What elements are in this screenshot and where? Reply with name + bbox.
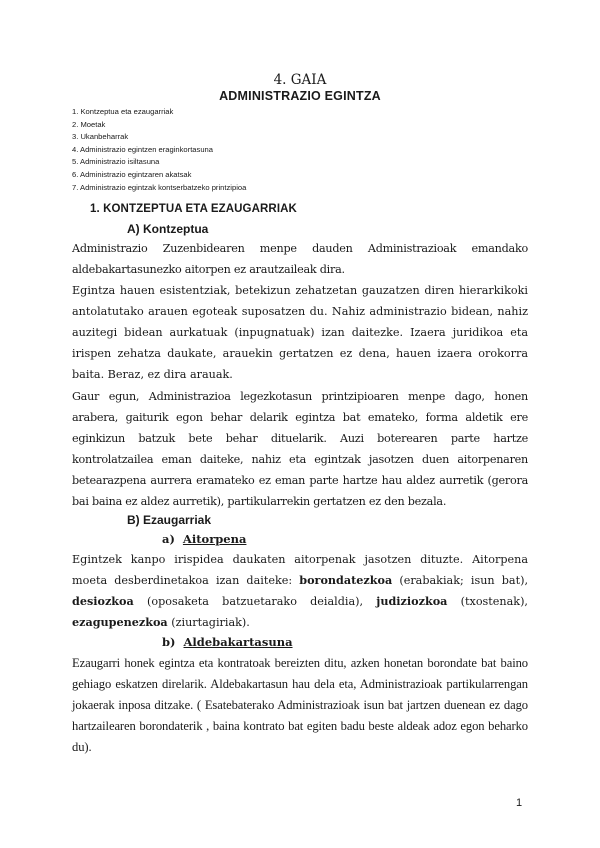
section-heading: 1. KONTZEPTUA ETA EZAUGARRIAK	[90, 203, 297, 215]
toc-item: 6. Administrazio egintzaren akatsak	[72, 169, 192, 179]
text-run: (txostenak),	[447, 595, 528, 608]
text-run: (oposaketa batzuetarako deialdia),	[133, 595, 377, 608]
toc-item: 7. Administrazio egintzak kontserbatzeko printzipioa	[72, 182, 247, 192]
bold-term: judiziozkoa	[376, 594, 448, 608]
item-heading-aldebakartasuna	[162, 635, 293, 649]
paragraph-declaration-types	[72, 549, 528, 633]
page-number: 1	[516, 797, 523, 809]
item-title: Aitorpena	[182, 532, 247, 546]
bold-term: ezagupenezkoa	[72, 615, 168, 629]
page-title: ADMINISTRAZIO EGINTZA	[219, 89, 381, 103]
paragraph-existence: Egintza hauen esistentziak, betekizun zehatzetan gauzatzen diren hierarkikoki antolatutako arauen egoteak suposatzen du. Nahiz administrazio bidean, nahiz auzitegi bidean aurkatuak (inpugnatuak) izan daitezke. Izaera juridikoa eta irispen zehatza daukate, arauekin gertatzen ez dena, hauen izaera orokorra baita. Beraz, ez dira arauak.	[72, 284, 528, 381]
item-prefix: b)	[162, 635, 176, 649]
toc-item: 2. Moetak	[72, 119, 106, 129]
bold-term: borondatezkoa	[299, 573, 393, 587]
paragraph-legality: Gaur egun, Administrazioa legezkotasun printzipioaren menpe dago, honen arabera, gaiturik egon behar delarik egintza bat emateko, forma aldetik ere eginkizun batzuk bete behar dituelarik. Auzi boterearen parte hartze kontrolatzailea eman daiteke, nahiz eta egintzak jasotzen duen aitorpenaren betearazpena aurrera eramateko ez eman parte hartze hau aldez aurretik (gerora bai baina ez aldez aurretik), partikularrekin gertatzen ez den bezala.	[72, 390, 528, 508]
toc-item: 5. Administrazio isiltasuna	[72, 157, 160, 167]
subsection-heading-kontzeptua: A) Kontzeptua	[127, 222, 209, 236]
paragraph-unilaterality: Ezaugarri honek egintza eta kontratoak bereizten ditu, azken honetan borondate bat baino gehiago eskatzen direlarik. Aldebakartasun hau dela eta, Administrazioak partikularrengan jokaerak inposa ditzake. ( Esatebaterako Administrazioak isun bat jartzen duenean ez dago hartzailearen borondaterik , baina kontrato bat egiten badu beste aldeak adoz egon beharko du).	[72, 656, 528, 754]
text-run: (ziurtagiriak).	[167, 616, 250, 629]
item-title: Aldebakartasuna	[183, 635, 293, 649]
subsection-heading-ezaugarriak: B) Ezaugarriak	[127, 513, 212, 527]
item-heading-aitorpena	[162, 532, 246, 546]
toc-item: 4. Administrazio egintzen eraginkortasuna	[72, 144, 213, 154]
text-run: (erabakiak; isun bat),	[392, 574, 528, 587]
paragraph-definition: Administrazio Zuzenbidearen menpe dauden Administrazioak emandako aldebakartasunezko aitorpen ez arautzaileak dira.	[72, 242, 528, 276]
text-run: Egintzek kanpo irispidea daukaten aitorpenak jasotzen dituzte. Aitorpena moeta desberdinetakoa izan daiteke:	[72, 553, 528, 587]
toc-item: 1. Kontzeptua eta ezaugarriak	[72, 107, 174, 116]
table-of-contents	[72, 106, 246, 194]
chapter-number: 4. GAIA	[273, 72, 327, 88]
bold-term: desiozkoa	[72, 594, 134, 608]
item-prefix: a)	[162, 532, 175, 546]
toc-item: 3. Ukanbeharrak	[72, 132, 129, 142]
